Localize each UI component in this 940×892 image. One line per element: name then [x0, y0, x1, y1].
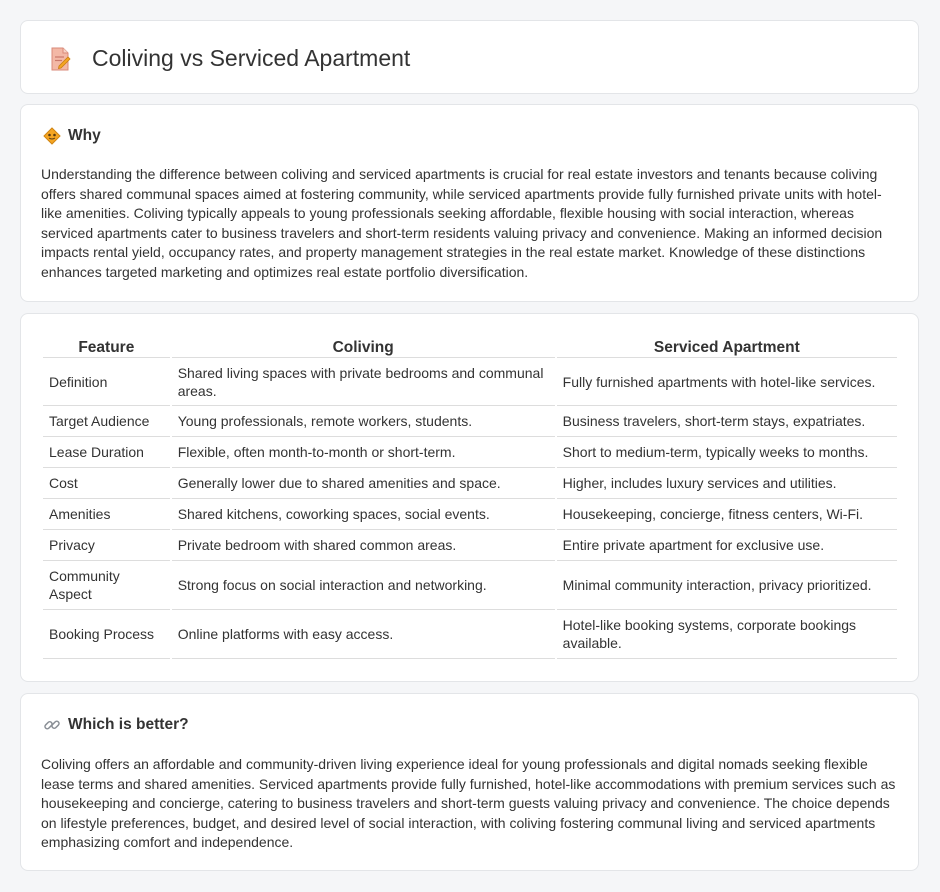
coliving-cell: Online platforms with easy access. [172, 610, 555, 659]
document-pencil-icon [49, 47, 71, 71]
why-heading [43, 127, 101, 145]
better-heading [43, 716, 189, 734]
serviced-cell: Minimal community interaction, privacy prioritized. [557, 561, 897, 610]
page-title: Coliving vs Serviced Apartment [92, 45, 411, 71]
coliving-cell: Strong focus on social interaction and networking. [172, 561, 555, 610]
serviced-cell: Hotel-like booking systems, corporate bookings available. [557, 610, 897, 659]
table-row [43, 406, 897, 437]
coliving-cell: Shared living spaces with private bedrooms and communal areas. [172, 358, 555, 406]
better-title: Which is better? [68, 716, 189, 733]
table-row [43, 468, 897, 499]
column-header-coliving: Coliving [172, 334, 555, 358]
coliving-cell: Shared kitchens, coworking spaces, social events. [172, 499, 555, 530]
feature-cell: Cost [43, 468, 170, 499]
comparison-table [41, 334, 899, 659]
coliving-cell: Flexible, often month-to-month or short-term. [172, 437, 555, 468]
why-text: Understanding the difference between coliving and serviced apartments is crucial for real estate investors and tenants because coliving offers shared communal spaces aimed at fostering community, while serviced apartments provide fully furnished private units with hotel-like amenities. Coliving typically appeals to young professionals seeking affordable, flexible housing with social interaction, whereas serviced apartments cater to business travelers and short-term residents valuing privacy and convenience. Making an informed decision impacts rental yield, occupancy rates, and property management strategies in the real estate market. Knowledge of these distinctions enhances targeted marketing and optimizes real estate portfolio diversification. [41, 166, 883, 280]
serviced-cell: Entire private apartment for exclusive use. [557, 530, 897, 561]
column-header-feature: Feature [43, 334, 170, 358]
feature-cell: Privacy [43, 530, 170, 561]
comparison-section [20, 313, 919, 682]
table-row [43, 561, 897, 610]
which-is-better-section [20, 693, 919, 871]
serviced-cell: Higher, includes luxury services and utilities. [557, 468, 897, 499]
why-title: Why [68, 127, 101, 144]
serviced-cell: Housekeeping, concierge, fitness centers, Wi-Fi. [557, 499, 897, 530]
coliving-cell: Private bedroom with shared common areas. [172, 530, 555, 561]
coliving-cell: Generally lower due to shared amenities and space. [172, 468, 555, 499]
feature-cell: Target Audience [43, 406, 170, 437]
feature-cell: Lease Duration [43, 437, 170, 468]
better-text: Coliving offers an affordable and community-driven living experience ideal for young professionals and digital nomads seeking flexible lease terms and shared amenities. Serviced apartments provide fully furnished, hotel-like accommodations with premium services such as housekeeping and concierge, catering to business travelers and short-term guests valuing privacy and convenience. The choice depends on lifestyle preferences, budget, and desired level of social interaction, with coliving fostering communal living and serviced apartments emphasizing comfort and independence. [41, 756, 896, 850]
feature-cell: Community Aspect [43, 561, 170, 610]
feature-cell: Booking Process [43, 610, 170, 659]
table-row [43, 610, 897, 659]
serviced-cell: Fully furnished apartments with hotel-like services. [557, 358, 897, 406]
table-row [43, 530, 897, 561]
coliving-cell: Young professionals, remote workers, students. [172, 406, 555, 437]
table-header-row [43, 334, 897, 358]
feature-cell: Amenities [43, 499, 170, 530]
header-card [20, 20, 919, 94]
table-row [43, 499, 897, 530]
feature-cell: Definition [43, 358, 170, 406]
link-icon [43, 716, 61, 734]
serviced-cell: Short to medium-term, typically weeks to months. [557, 437, 897, 468]
diamond-sign-icon [43, 127, 61, 145]
table-row [43, 358, 897, 406]
serviced-cell: Business travelers, short-term stays, expatriates. [557, 406, 897, 437]
table-row [43, 437, 897, 468]
column-header-serviced: Serviced Apartment [557, 334, 897, 358]
why-section [20, 104, 919, 302]
